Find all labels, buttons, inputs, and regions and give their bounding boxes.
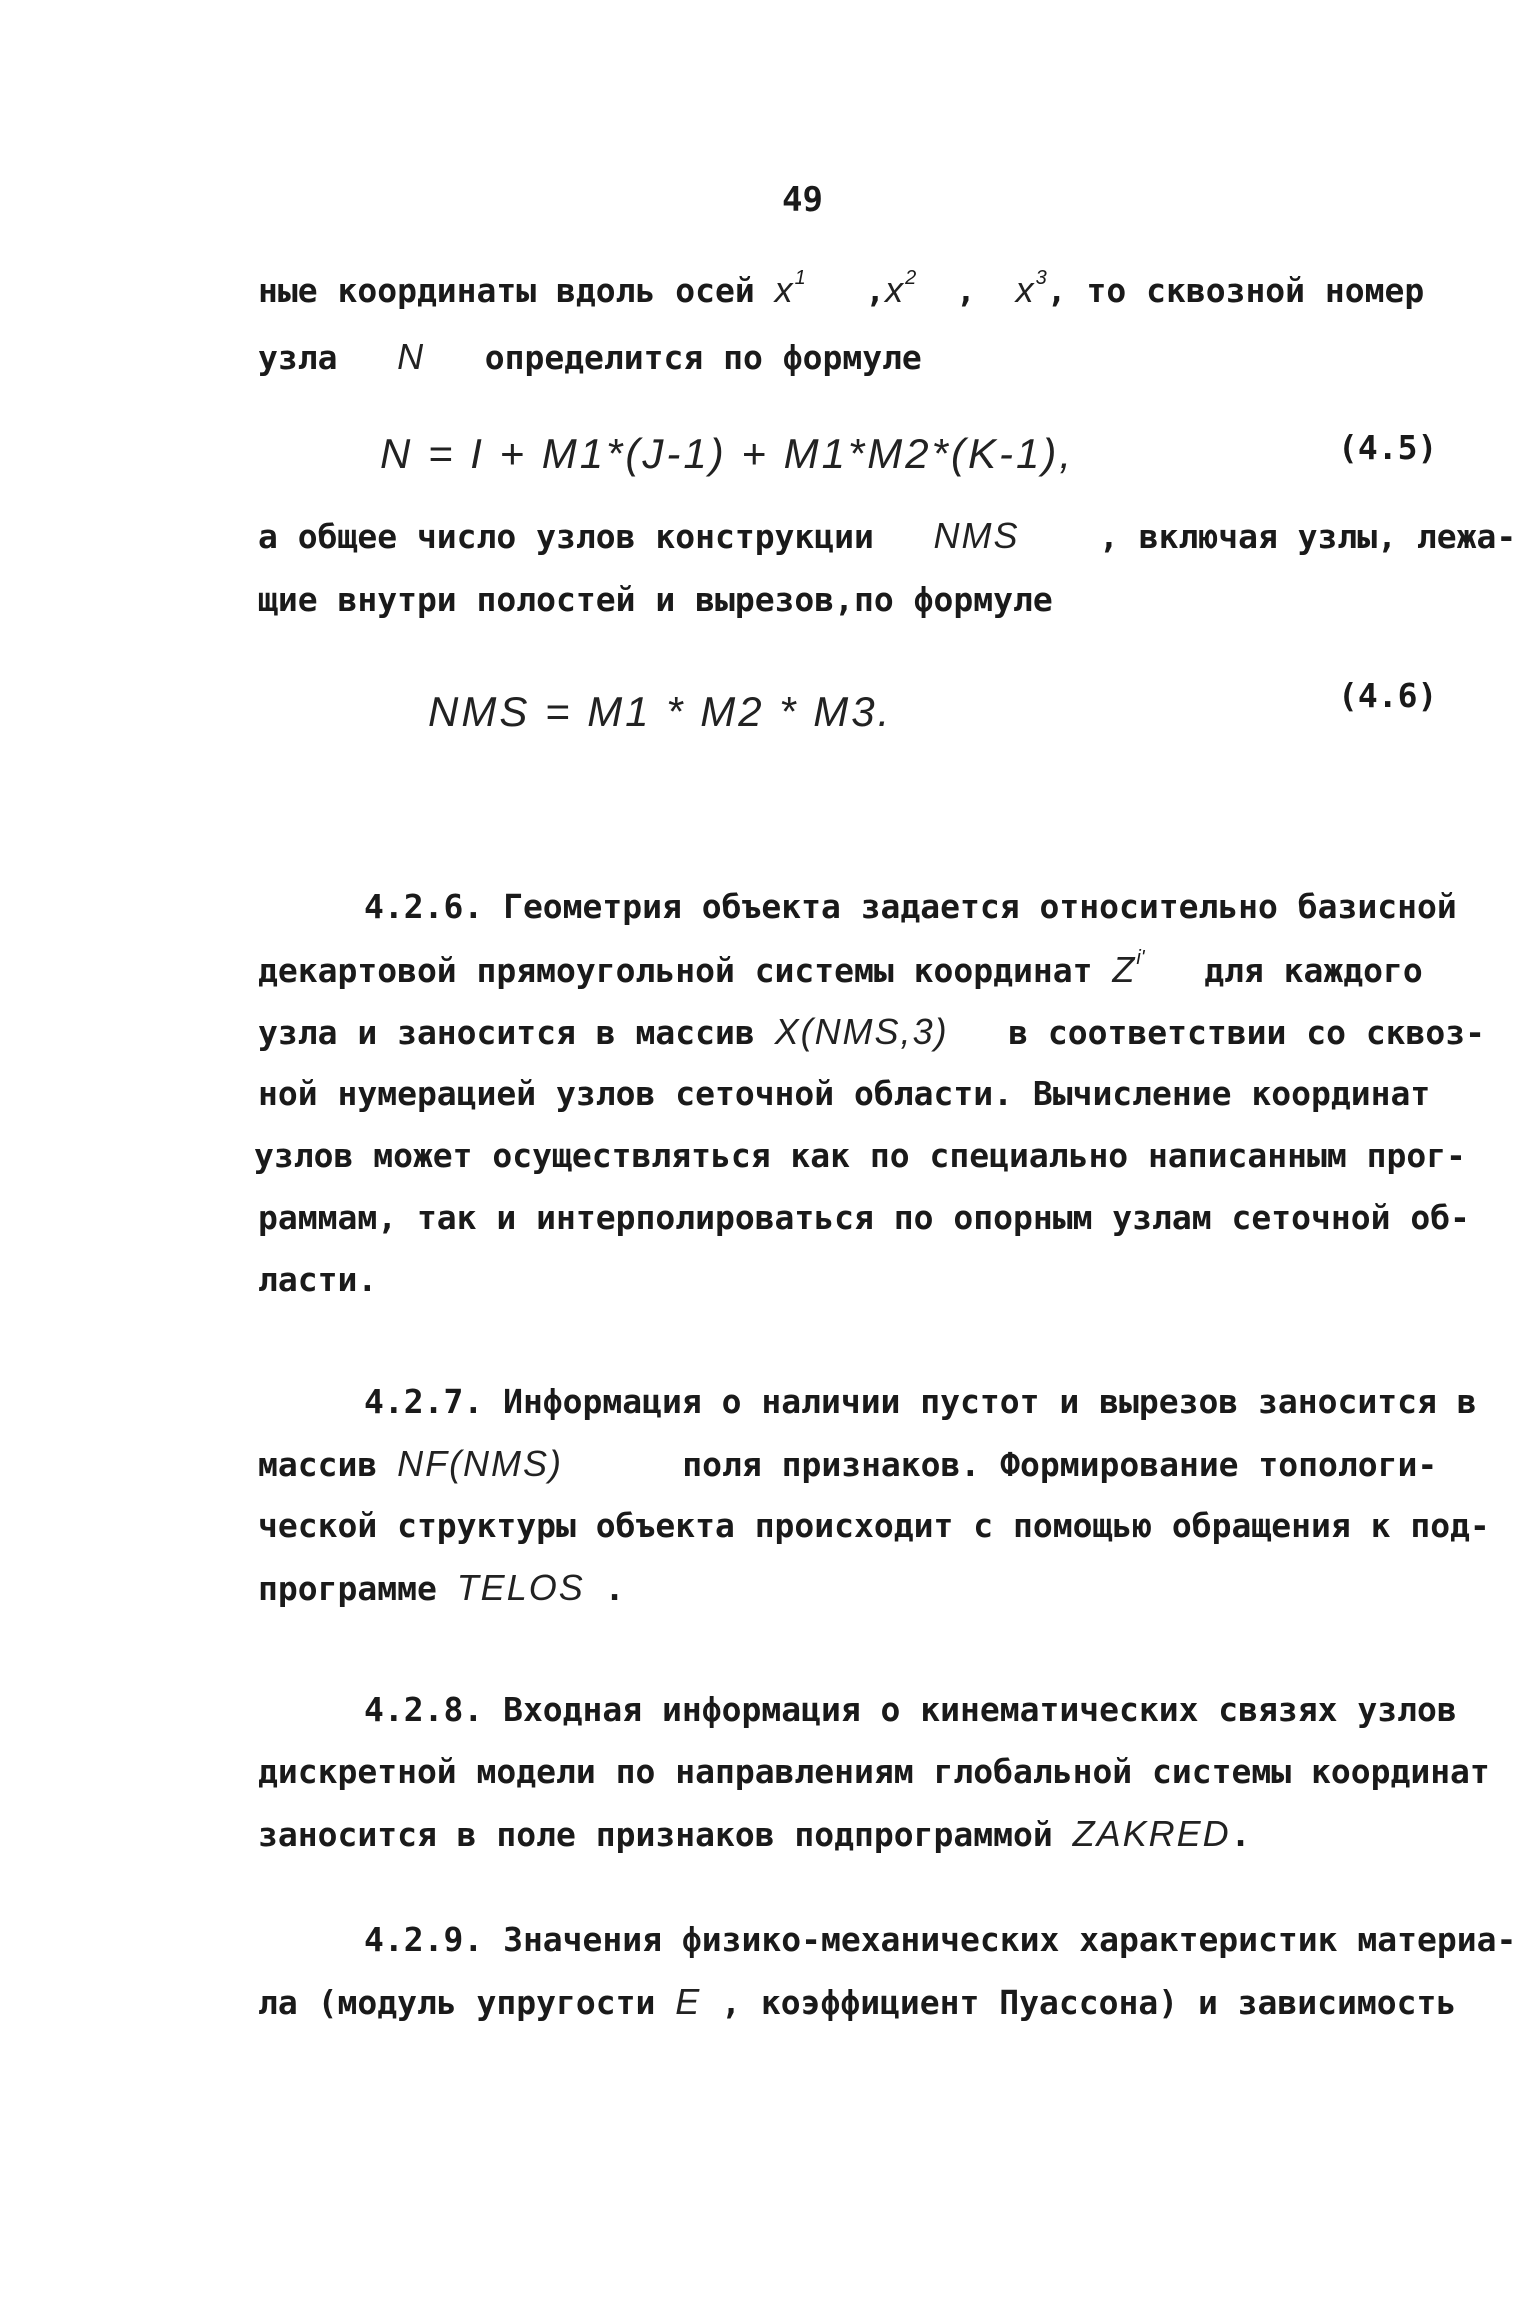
- x1-symbol: x: [774, 269, 795, 310]
- text-span: определится по формуле: [464, 338, 922, 377]
- e-symbol: E: [675, 1981, 702, 2022]
- x1-superscript: 1: [794, 267, 806, 289]
- text-line: раммам, так и интерполироваться по опорным узлам сеточной об-: [258, 1198, 1470, 1237]
- text-line: [258, 947, 1423, 996]
- text-span: .: [584, 1569, 625, 1608]
- text-line: [258, 1444, 1437, 1485]
- text-line: 4.2.6. Геометрия объекта задается относительно базисной: [364, 887, 1457, 926]
- text-span: массив: [258, 1445, 398, 1484]
- text-span: , включая узлы, лежа-: [1099, 517, 1517, 556]
- text-line: дискретной модели по направлениям глобальной системы координат: [258, 1752, 1490, 1791]
- nms-symbol: NMS: [933, 515, 1020, 556]
- text-span: заносится в поле признаков подпрограммой: [258, 1815, 1073, 1854]
- text-line: ческой структуры объекта происходит с помощью обращения к под-: [258, 1506, 1490, 1545]
- text-span: узла и заносится в массив: [258, 1013, 775, 1052]
- text-span: , то сквозной номер: [1046, 271, 1425, 310]
- text-line: 4.2.8. Входная информация о кинематических связях узлов: [364, 1690, 1457, 1729]
- x2-superscript: 2: [905, 267, 917, 289]
- text-line: [258, 1568, 624, 1609]
- n-symbol: N: [397, 336, 426, 377]
- text-line: 4.2.7. Информация о наличии пустот и вырезов заносится в: [364, 1382, 1477, 1421]
- text-line: ные координаты вдоль осей $x^1$ $,x^2$ , $x^3$, то сквозной номер: [258, 267, 1425, 310]
- x3-symbol: x: [1015, 269, 1036, 310]
- text-span: узла: [258, 338, 358, 377]
- text-line: [258, 516, 1516, 557]
- text-span: ла (модуль упругости: [258, 1983, 676, 2022]
- text-span: , коэффициент Пуассона) и зависимость: [701, 1983, 1457, 2022]
- text-span: для каждого: [1184, 951, 1423, 990]
- formula-4-5: N = I + M1*(J-1) + M1*M2*(K-1),: [380, 430, 1074, 477]
- text-span: программе: [258, 1569, 457, 1608]
- z-superscript: i': [1136, 947, 1145, 969]
- text-span: поля признаков. Формирование топологи-: [662, 1445, 1438, 1484]
- text-line: ной нумерацией узлов сеточной области. Вычисление координат: [258, 1074, 1431, 1113]
- subroutine-telos: TELOS: [456, 1567, 585, 1608]
- equation-number-4-5: (4.5): [1338, 428, 1438, 467]
- text-line: ласти.: [258, 1260, 378, 1299]
- text-line: узлов может осуществляться как по специально написанным прог-: [254, 1136, 1466, 1175]
- text-span: ные координаты вдоль осей: [258, 271, 775, 310]
- text-span: а общее число узлов конструкции: [258, 517, 894, 556]
- formula-4-6: NMS = M1 * M2 * M3.: [428, 688, 893, 735]
- text-line: [258, 1012, 1485, 1053]
- text-span: декартовой прямоугольной системы координат: [258, 951, 1113, 990]
- page-number: 49: [782, 180, 823, 220]
- subroutine-zakred: ZAKRED: [1072, 1813, 1231, 1854]
- text-span: в соответствии со сквоз-: [988, 1013, 1486, 1052]
- z-symbol: Z: [1112, 949, 1137, 990]
- x3-superscript: 3: [1035, 267, 1047, 289]
- text-line: [258, 1814, 1250, 1855]
- text-span: .: [1230, 1815, 1251, 1854]
- array-nf-nms: NF(NMS): [397, 1443, 564, 1484]
- x2-symbol: x: [885, 269, 906, 310]
- equation-number-4-6: (4.6): [1338, 676, 1438, 715]
- array-x-nms-3: X(NMS,3): [774, 1011, 949, 1052]
- text-line: 4.2.9. Значения физико-механических характеристик материа-: [364, 1920, 1517, 1959]
- text-line: щие внутри полостей и вырезов,по формуле: [258, 580, 1053, 619]
- text-line: [258, 1982, 1456, 2023]
- text-line: [258, 337, 922, 378]
